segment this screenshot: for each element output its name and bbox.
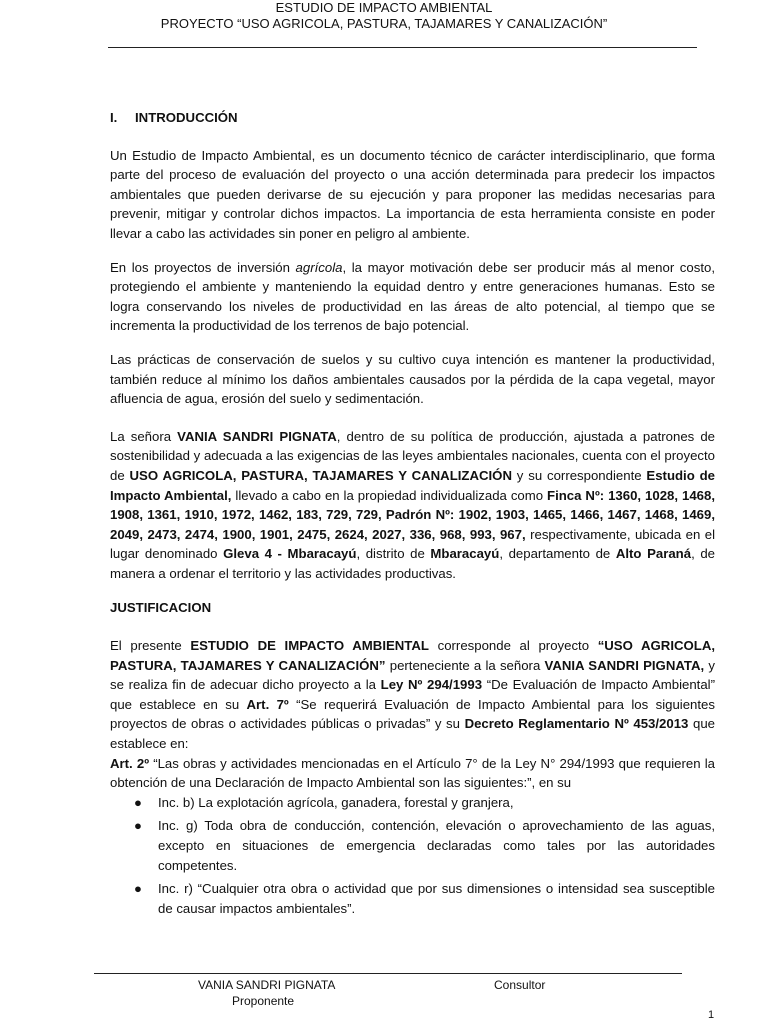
intro-paragraph-4: La señora VANIA SANDRI PIGNATA, dentro de su política de producción, ajustada a patrones de sostenibilidad y adecuada a las exigencias de las leyes ambientales nacionales, cuenta con el proyecto de USO AGRICOLA, PASTURA, TAJAMARES Y CANALIZACIÓN y su correspondiente Estudio de Impacto Ambiental, llevado a cabo en la propiedad individualizada como Finca Nº: 1360, 1028, 1468, 1908, 1361, 1910, 1972, 1462, 183, 729, 729, Padrón Nº: 1902, 1903, 1465, 1466, 1467, 1468, 1469, 2049, 2473, 2474, 1900, 1901, 2475, 2624, 2027, 336, 968, 993, 967, respectivamente, ubicada en el lugar denominado Gleva 4 - Mbaracayú, distrito de Mbaracayú, departamento de Alto Paraná, de manera a ordenar el territorio y las actividades productivas. [110,428,715,581]
bullet-icon: ● [134,794,142,810]
section-heading-introduccion [110,108,715,128]
justificacion-paragraph-2: Art. 2º “Las obras y actividades mencionadas en el Artículo 7° de la Ley N° 294/1993 que requieren la obtención de una Declaración de Impacto Ambiental son las siguientes:”, en su [110,755,715,791]
bullet-icon: ● [134,818,142,834]
footer-divider [94,973,682,974]
list-item: ● Inc. g) Toda obra de conducción, contención, elevación o aprovechamiento de las aguas, excepto en situaciones de emergencia declaradas como tales por las autoridades competentes. [134,818,715,873]
page-number: 1 [708,1009,715,1021]
bullet-icon: ● [134,881,142,897]
section-heading-justificacion: JUSTIFICACION [110,600,212,616]
proponent-name: VANIA SANDRI PIGNATA [198,978,336,992]
header-title: ESTUDIO DE IMPACTO AMBIENTAL [275,0,493,15]
list-item: ● Inc. r) “Cualquier otra obra o actividad que por sus dimensiones o intensidad sea susceptible de causar impactos ambientales”. [134,881,715,916]
intro-paragraph-3: Las prácticas de conservación de suelos y su cultivo cuya intención es mantener la productividad, también reduce al mínimo los daños ambientales causados por la pérdida de la capa vegetal, mayor afluencia de agua, erosión del suelo y sedimentación. [110,351,715,407]
inciso-list [110,793,715,919]
consultant-role: Consultor [494,978,546,992]
proponent-role: Proponente [232,994,295,1008]
justificacion-paragraph-1: El presente ESTUDIO DE IMPACTO AMBIENTAL corresponde al proyecto “USO AGRICOLA, PASTURA, TAJAMARES Y CANALIZACIÓN” perteneciente a la señora VANIA SANDRI PIGNATA, y se realiza fin de adecuar dicho proyecto a la Ley Nº 294/1993 “De Evaluación de Impacto Ambiental” que establece en su Art. 7º “Se requerirá Evaluación de Impacto Ambiental para los siguientes proyectos de obras o actividades públicas o privadas” y su Decreto Reglamentario Nº 453/2013 que establece en: [110,638,716,752]
intro-paragraph-1: Un Estudio de Impacto Ambiental, es un documento técnico de carácter interdisciplinario, que forma parte del proceso de evaluación del proyecto o una acción determinada para predecir los impactos ambientales que pueden derivarse de su ejecución y para proponer las medidas necesarias para prevenir, mitigar y controlar dichos impactos. La importancia de esta herramienta consiste en poder llevar a cabo las actividades sin poner en peligro al ambiente. [110,147,715,241]
list-item: ● Inc. b) La explotación agrícola, ganadera, forestal y granjera, [110,793,715,813]
section-title: INTRODUCCIÓN [135,110,238,125]
header-divider [108,47,697,48]
header-project: PROYECTO “USO AGRICOLA, PASTURA, TAJAMARES Y CANALIZACIÓN” [160,16,608,31]
section-number: I. [110,110,118,125]
intro-paragraph-2: En los proyectos de inversión agrícola, la mayor motivación debe ser producir más al menor costo, protegiendo el ambiente y manteniendo la equidad dentro y entre generaciones humanas. Esto se logra conservando los niveles de productividad en las áreas de alto potencial, al tiempo que se incrementa la productividad de los terrenos de bajo potencial. [110,259,715,334]
document-body [110,108,715,922]
